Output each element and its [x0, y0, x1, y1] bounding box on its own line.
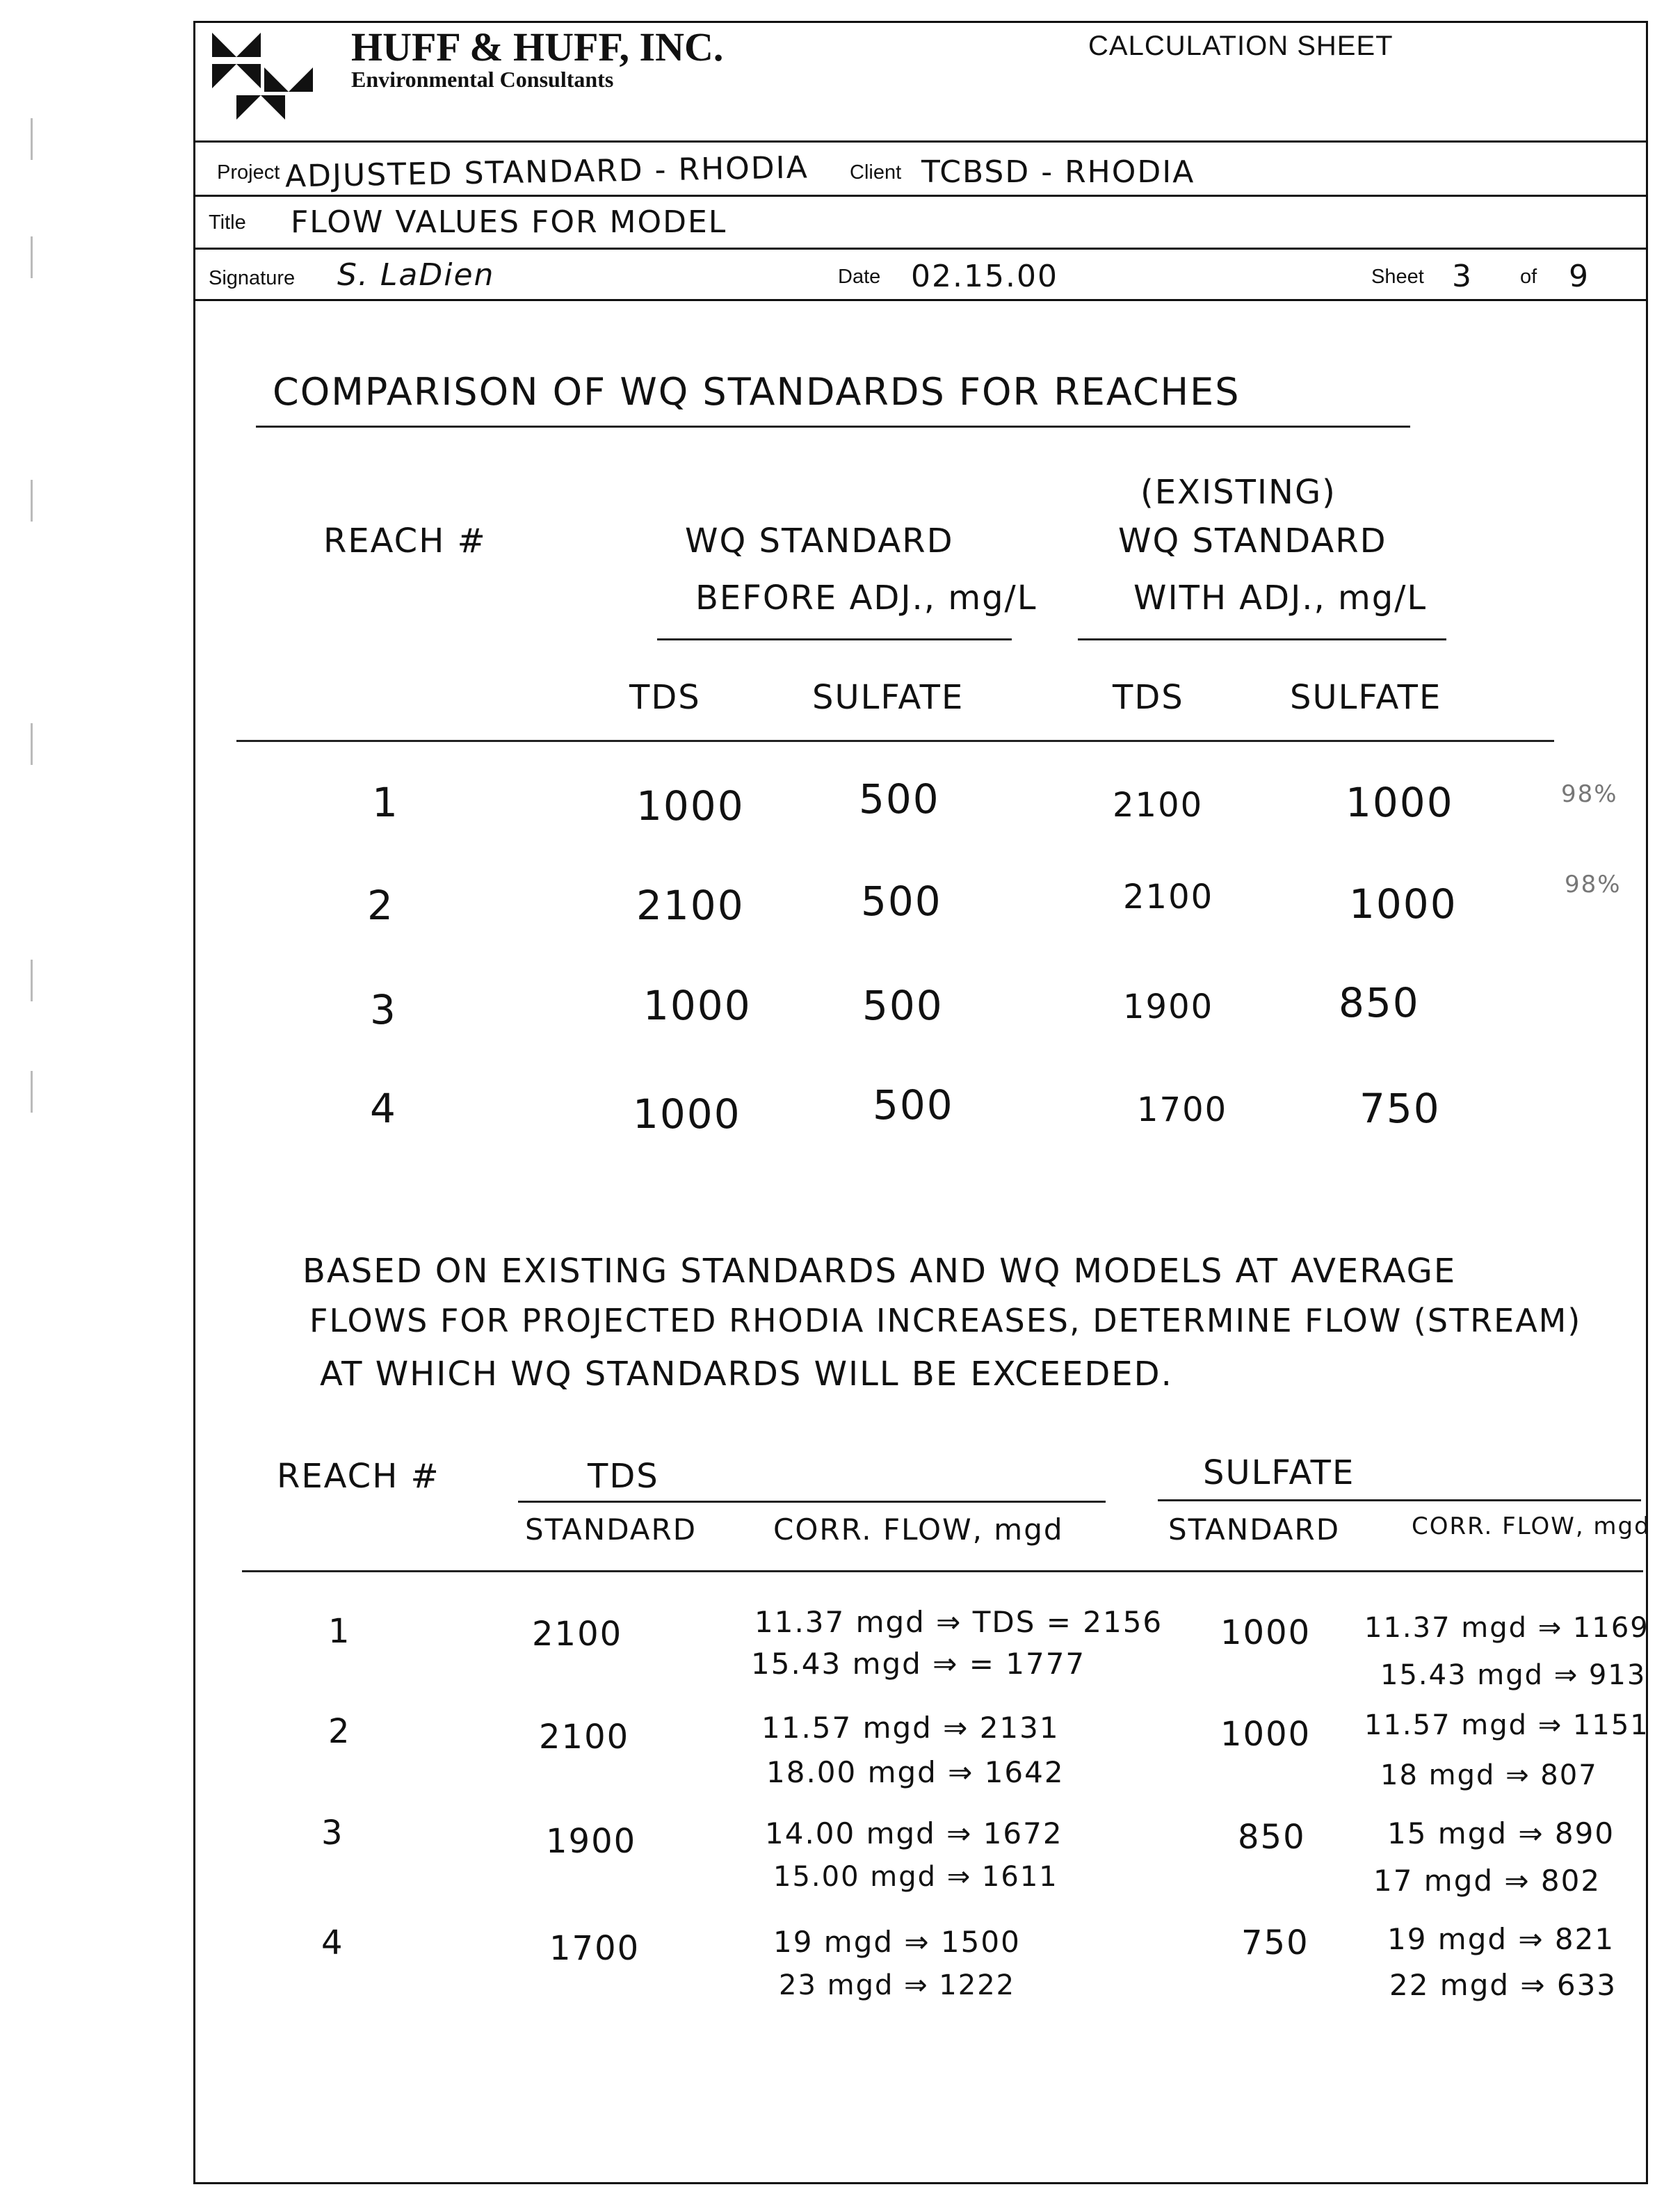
col-tds-corr-flow: CORR. FLOW, mgd	[773, 1512, 1064, 1547]
tds-with-value: 2100	[1113, 786, 1204, 825]
col-sulfate-before: SULFATE	[812, 678, 964, 717]
company-name: HUFF & HUFF, INC.	[351, 24, 724, 70]
group-with-line2: WITH ADJ., mg/L	[1133, 579, 1428, 618]
reach-number: 4	[370, 1085, 397, 1132]
heading-underline	[256, 426, 1410, 428]
sulfate-flow-line: 19 mgd ⇒ 821	[1387, 1922, 1615, 1956]
sulfate-before-value: 500	[861, 878, 942, 925]
tds-with-value: 1700	[1137, 1090, 1228, 1129]
sulfate-flow-line: 18 mgd ⇒ 807	[1380, 1759, 1598, 1791]
tds-with-value: 2100	[1123, 878, 1214, 917]
col-sulfate-corr-flow: CORR. FLOW, mgd	[1412, 1512, 1651, 1540]
sulfate-flow-line: 11.57 mgd ⇒ 1151	[1364, 1709, 1649, 1741]
sulfate-with-value: 750	[1359, 1085, 1441, 1132]
sulfate-before-value: 500	[873, 1081, 954, 1129]
sulfate-standard-value: 850	[1238, 1818, 1306, 1857]
divider	[193, 299, 1646, 301]
tds-flow-line: 14.00 mgd ⇒ 1672	[765, 1816, 1063, 1850]
sulfate-standard-value: 750	[1241, 1923, 1309, 1962]
reach-header: REACH #	[277, 1457, 440, 1496]
project-value: ADJUSTED STANDARD - RHODIA	[284, 150, 809, 195]
group-underline	[1158, 1499, 1641, 1501]
col-tds-standard: STANDARD	[525, 1512, 697, 1547]
tds-flow-line: 18.00 mgd ⇒ 1642	[766, 1755, 1065, 1789]
tds-standard-value: 2100	[532, 1615, 623, 1654]
date-value: 02.15.00	[911, 259, 1058, 294]
percent-note: 98%	[1565, 871, 1622, 898]
company-logo-icon	[209, 29, 334, 134]
sulfate-flow-line: 15.43 mgd ⇒ 913	[1380, 1659, 1647, 1691]
tds-before-value: 2100	[636, 882, 745, 929]
divider	[193, 195, 1646, 197]
tds-before-value: 1000	[636, 782, 745, 830]
of-label: of	[1520, 266, 1537, 288]
margin-mark	[31, 960, 33, 1001]
tds-group-header: TDS	[588, 1457, 659, 1496]
divider	[193, 140, 1646, 143]
col-sulfate-standard: STANDARD	[1168, 1512, 1341, 1547]
reach-number: 3	[321, 1814, 344, 1853]
client-value: TCBSD - RHODIA	[921, 154, 1195, 190]
sulfate-before-value: 500	[862, 982, 944, 1029]
reach-number: 2	[328, 1712, 351, 1751]
margin-mark	[31, 1071, 33, 1113]
sulfate-group-header: SULFATE	[1203, 1453, 1355, 1492]
tds-before-value: 1000	[643, 982, 752, 1029]
sulfate-standard-value: 1000	[1220, 1613, 1311, 1652]
title-value: FLOW VALUES FOR MODEL	[291, 204, 727, 240]
margin-mark	[31, 236, 33, 278]
reach-header: REACH #	[323, 522, 487, 560]
company-subtitle: Environmental Consultants	[351, 67, 614, 92]
sheet-type-title: CALCULATION SHEET	[1088, 31, 1394, 61]
margin-mark	[31, 723, 33, 765]
signature-label: Signature	[209, 267, 296, 289]
reach-number: 1	[372, 779, 399, 826]
sheet-number: 3	[1452, 259, 1473, 294]
client-label: Client	[850, 161, 902, 184]
tds-flow-line: 11.37 mgd ⇒ TDS = 2156	[754, 1605, 1163, 1639]
group-with-line0: (EXISTING)	[1140, 473, 1336, 512]
reach-number: 2	[367, 882, 394, 929]
sulfate-with-value: 1000	[1346, 779, 1454, 826]
paragraph-line: BASED ON EXISTING STANDARDS AND WQ MODELS AT AVERAGE	[302, 1252, 1457, 1291]
sulfate-flow-line: 17 mgd ⇒ 802	[1373, 1864, 1601, 1898]
tds-standard-value: 1700	[549, 1929, 640, 1968]
tds-flow-line: 19 mgd ⇒ 1500	[773, 1925, 1021, 1959]
tds-with-value: 1900	[1123, 987, 1214, 1026]
signature-value: S. LaDien	[337, 257, 495, 293]
sulfate-standard-value: 1000	[1220, 1715, 1311, 1754]
paragraph-line: FLOWS FOR PROJECTED RHODIA INCREASES, DETERMINE FLOW (STREAM)	[309, 1302, 1582, 1339]
sulfate-before-value: 500	[859, 775, 940, 823]
margin-mark	[31, 118, 33, 160]
section1-heading: COMPARISON OF WQ STANDARDS FOR REACHES	[273, 370, 1241, 414]
sulfate-flow-line: 15 mgd ⇒ 890	[1387, 1816, 1615, 1850]
group-before-line2: BEFORE ADJ., mg/L	[695, 579, 1037, 618]
project-label: Project	[217, 161, 280, 184]
sulfate-flow-line: 11.37 mgd ⇒ 1169	[1364, 1612, 1649, 1644]
table-header-rule	[242, 1570, 1643, 1572]
col-tds-before: TDS	[629, 678, 701, 717]
group-underline	[518, 1501, 1106, 1503]
tds-flow-line: 15.43 mgd ⇒ = 1777	[751, 1647, 1086, 1681]
sulfate-with-value: 850	[1339, 979, 1420, 1026]
reach-number: 1	[328, 1612, 351, 1651]
col-sulfate-with: SULFATE	[1290, 678, 1442, 717]
divider	[193, 248, 1646, 250]
date-label: Date	[838, 266, 881, 288]
group-underline	[657, 638, 1012, 640]
margin-mark	[31, 480, 33, 522]
group-before-line1: WQ STANDARD	[685, 522, 954, 560]
tds-flow-line: 11.57 mgd ⇒ 2131	[761, 1711, 1060, 1745]
percent-note: 98%	[1561, 780, 1618, 808]
total-sheets: 9	[1569, 259, 1590, 294]
tds-flow-line: 23 mgd ⇒ 1222	[779, 1969, 1016, 2001]
sulfate-flow-line: 22 mgd ⇒ 633	[1389, 1968, 1617, 2002]
reach-number: 3	[370, 986, 397, 1033]
tds-before-value: 1000	[633, 1090, 741, 1138]
sheet-label: Sheet	[1371, 266, 1424, 288]
paragraph-line: AT WHICH WQ STANDARDS WILL BE EXCEEDED.	[320, 1355, 1173, 1394]
reach-number: 4	[321, 1923, 344, 1962]
table-header-rule	[236, 740, 1554, 742]
group-underline	[1078, 638, 1446, 640]
group-with-line1: WQ STANDARD	[1118, 522, 1387, 560]
tds-standard-value: 2100	[539, 1718, 630, 1757]
title-label: Title	[209, 211, 246, 234]
tds-standard-value: 1900	[546, 1822, 637, 1861]
col-tds-with: TDS	[1113, 678, 1184, 717]
sulfate-with-value: 1000	[1349, 880, 1457, 928]
tds-flow-line: 15.00 mgd ⇒ 1611	[773, 1861, 1058, 1893]
